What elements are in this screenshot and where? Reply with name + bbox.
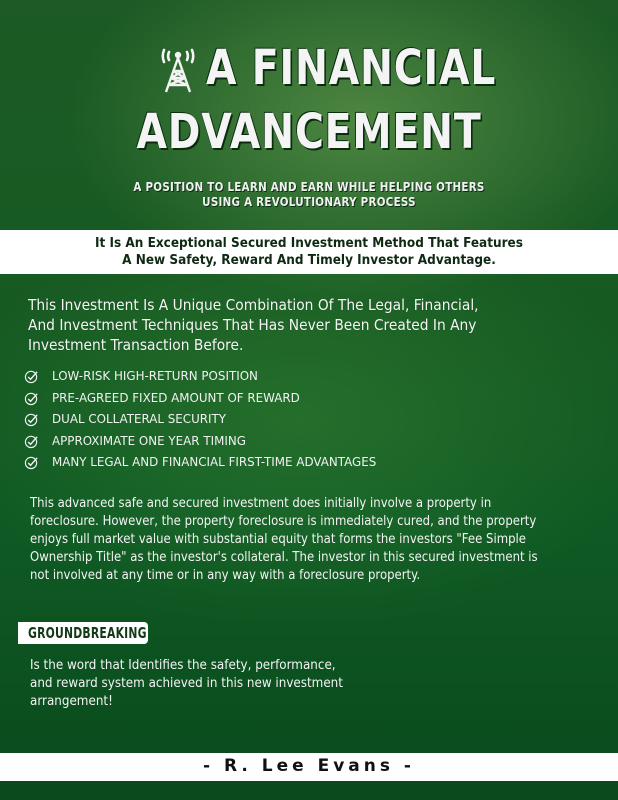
feature-band-line-2: A New Safety, Reward And Timely Investor Advantage. — [122, 253, 496, 268]
check-circle-icon — [24, 412, 39, 427]
intro-text — [28, 295, 571, 355]
list-item-label: DUAL COLLATERAL SECURITY — [52, 411, 227, 426]
list-item — [24, 453, 584, 475]
author-band — [0, 753, 618, 781]
list-item-label: LOW-RISK HIGH-RETURN POSITION — [52, 368, 258, 383]
title-row — [0, 38, 618, 100]
check-circle-icon — [24, 391, 39, 406]
groundbreaking-label: GROUNDBREAKING — [28, 624, 147, 642]
intro-line-2: And Investment Techniques That Has Never Been Created In Any — [28, 316, 477, 334]
author-name: - R. Lee Evans - — [203, 756, 415, 776]
subtitle-line-2: USING A REVOLUTIONARY PROCESS — [202, 195, 416, 209]
list-item — [24, 432, 584, 454]
list-item — [24, 410, 584, 432]
list-item — [24, 389, 584, 411]
list-item-label: APPROXIMATE ONE YEAR TIMING — [52, 432, 246, 448]
feature-band-text — [22, 235, 597, 269]
list-item-label: MANY LEGAL AND FINANCIAL FIRST-TIME ADVANTAGES — [52, 454, 377, 469]
check-circle-icon — [24, 434, 39, 449]
bottom-strip — [0, 781, 618, 800]
intro-line-3: Investment Transaction Before. — [28, 336, 244, 354]
feature-band — [0, 230, 618, 274]
description-line-1: This advanced safe and secured investment does initially involve a property in — [30, 496, 492, 511]
description-line-5: not involved at any time or in any way with a foreclosure property. — [30, 568, 421, 583]
description-line-4: Ownership Title" as the investor's collateral. The investor in this secured investment is — [30, 550, 538, 565]
radio-tower-icon — [156, 42, 200, 94]
groundbreaking-line-2: and reward system achieved in this new investment — [30, 676, 343, 691]
groundbreaking-line-1: Is the word that Identifies the safety, performance, — [30, 658, 336, 673]
title-line-2: ADVANCEMENT — [136, 104, 482, 160]
subtitle-line-1: A POSITION TO LEARN AND EARN WHILE HELPING OTHERS — [133, 180, 485, 194]
feature-band-line-1: It Is An Exceptional Secured Investment Method That Features — [95, 236, 523, 251]
list-item-label: PRE-AGREED FIXED AMOUNT OF REWARD — [52, 389, 300, 405]
groundbreaking-badge — [18, 622, 148, 644]
benefit-list — [24, 367, 584, 475]
groundbreaking-paragraph — [30, 657, 416, 711]
check-circle-icon — [24, 455, 39, 470]
intro-line-1: This Investment Is A Unique Combination Of The Legal, Financial, — [28, 296, 479, 314]
description-line-3: enjoys full market value with substantial equity that forms the investors "Fee Simple — [30, 532, 526, 547]
title-line-1: A FINANCIAL — [206, 40, 497, 96]
groundbreaking-line-3: arrangement! — [30, 694, 113, 709]
description-paragraph — [30, 495, 584, 585]
description-line-2: foreclosure. However, the property foreclosure is immediately cured, and the property — [30, 514, 537, 529]
check-circle-icon — [24, 369, 39, 384]
header — [0, 38, 618, 218]
list-item — [24, 367, 584, 389]
subtitle — [43, 180, 574, 210]
